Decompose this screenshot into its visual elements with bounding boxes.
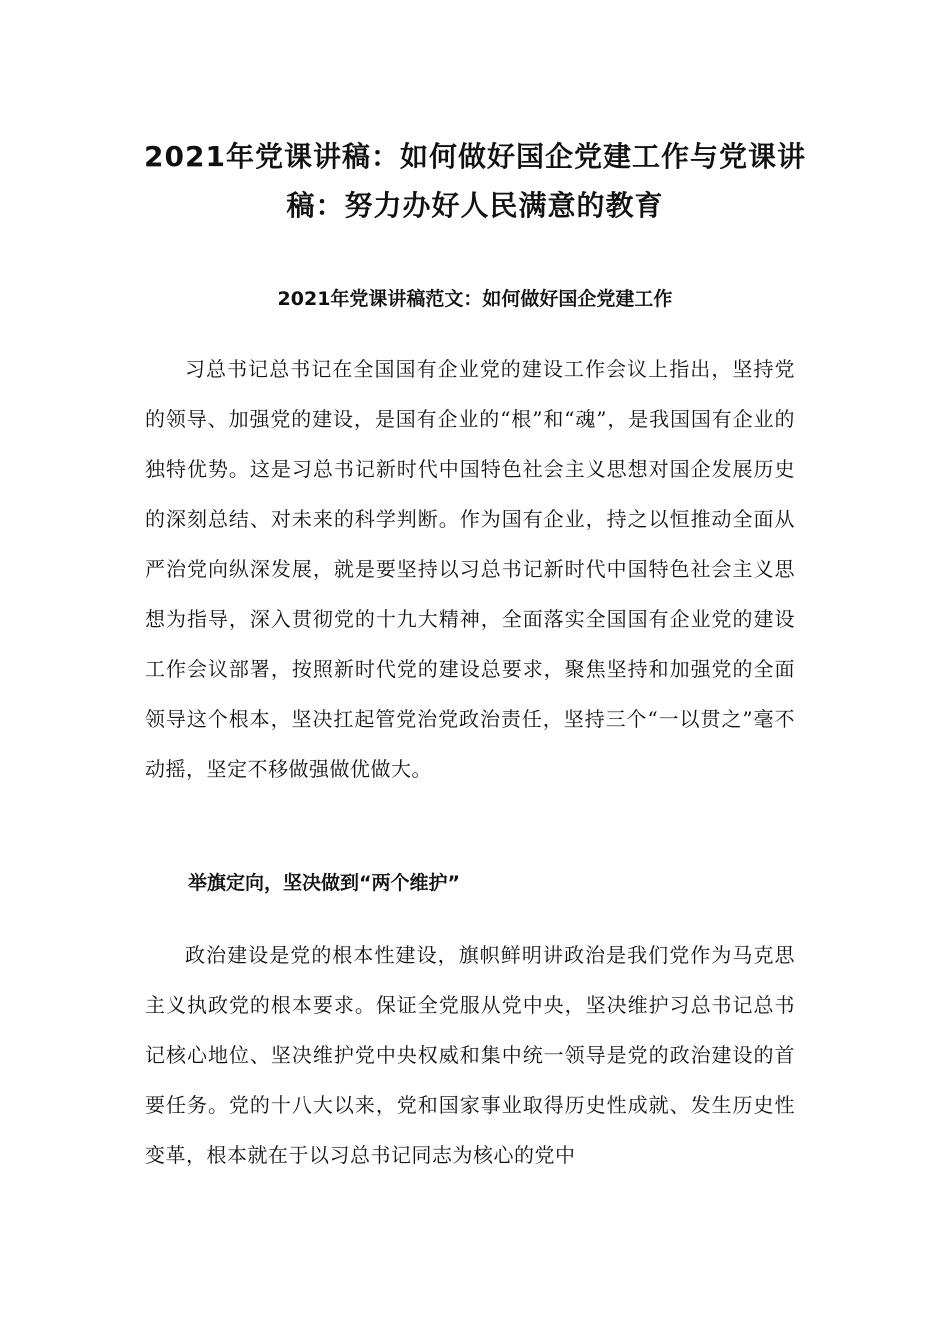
document-subtitle: 2021年党课讲稿范文：如何做好国企党建工作 xyxy=(277,288,673,310)
section-heading: 举旗定向，坚决做到“两个维护” xyxy=(188,872,460,894)
body-paragraph-2: 政治建设是党的根本性建设，旗帜鲜明讲政治是我们党作为马克思主义执政党的根本要求。保证全党服从党中央，坚决维护习总书记总书记核心地位、坚决维护党中央权威和集中统一领导是党的政治建设的首要任务。党的十八大以来，党和国家事业取得历史性成就、发生历史性变革，根本就在于以习总书记同志为核心的党中 xyxy=(145,943,795,1167)
document-title: 2021年党课讲稿：如何做好国企党建工作与党课讲稿：努力办好人民满意的教育 xyxy=(144,140,806,222)
body-paragraph-1: 习总书记总书记在全国国有企业党的建设工作会议上指出，坚持党的领导、加强党的建设，是国有企业的“根”和“魂”，是我国国有企业的独特优势。这是习总书记新时代中国特色社会主义思想对国企发展历史的深刻总结、对未来的科学判断。作为国有企业，持之以恒推动全面从严治党向纵深发展，就是要坚持以习总书记新时代中国特色社会主义思想为指导，深入贯彻党的十九大精神，全面落实全国国有企业党的建设工作会议部署，按照新时代党的建设总要求，聚焦坚持和加强党的全面领导这个根本，坚决扛起管党治党政治责任，坚持三个“一以贯之”毫不动摇，坚定不移做强做优做大。 xyxy=(145,357,795,781)
